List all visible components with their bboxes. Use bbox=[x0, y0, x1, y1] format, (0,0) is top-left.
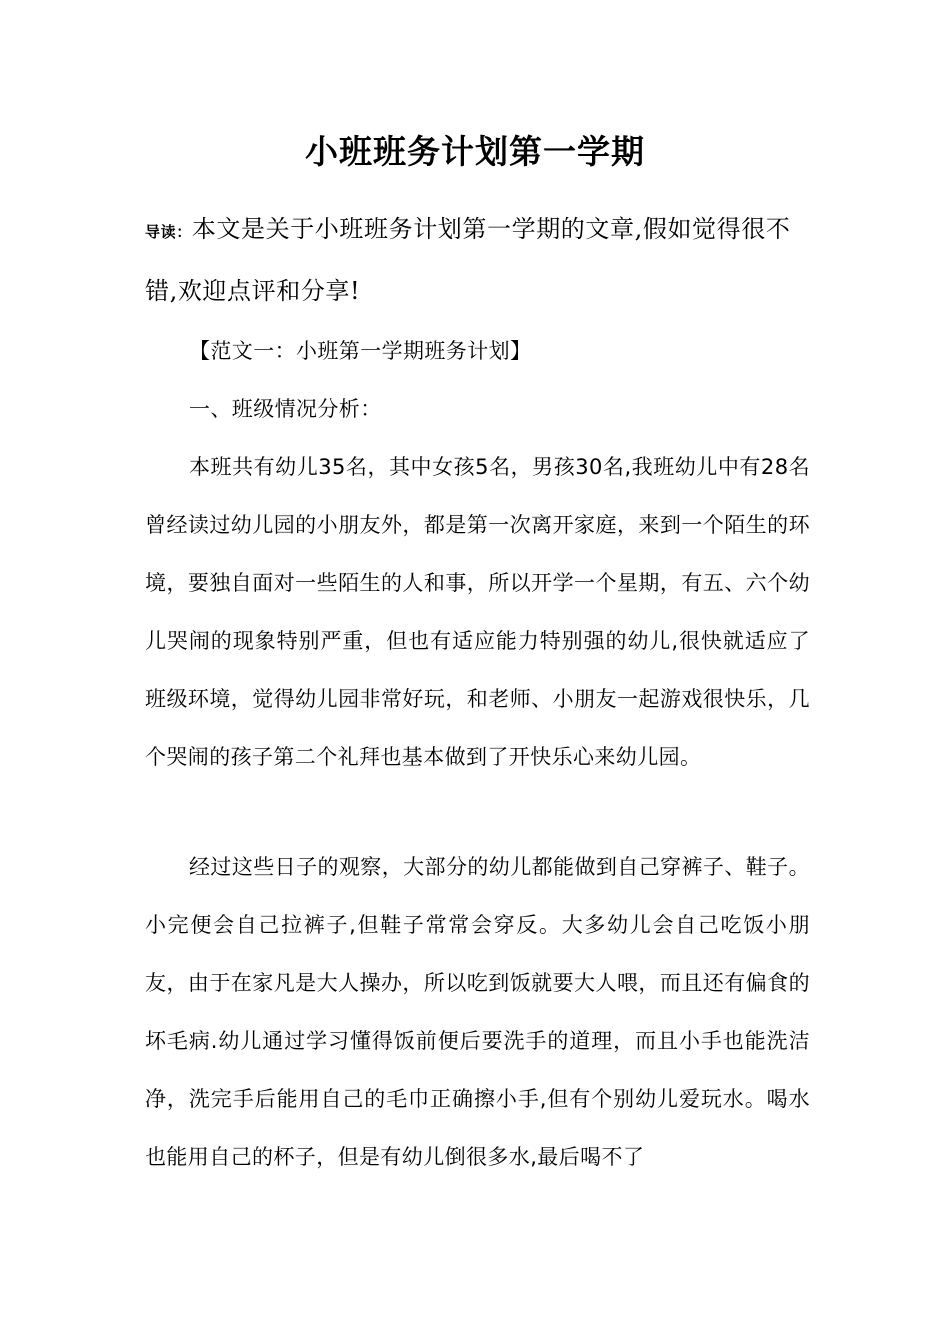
body-paragraph: 本班共有幼儿35名，其中女孩5名，男孩30名,我班幼儿中有28名曾经读过幼儿园的小朋友外，都是第一次离开家庭，来到一个陌生的环境，要独自面对一些陌生的人和事，所以开学一个星期，有五、六个幼儿哭闹的现象特别严重，但也有适应能力特别强的幼儿,很快就适应了班级环境，觉得幼儿园非常好玩，和老师、小朋友一起游戏很快乐，几个哭闹的孩子第二个礼拜也基本做到了开快乐心来幼儿园。 bbox=[145, 455, 810, 769]
lead-text: 本文是关于小班班务计划第一学期的文章,假如觉得很不错,欢迎点评和分享! bbox=[145, 215, 791, 305]
section-heading: 一、班级情况分析： bbox=[189, 397, 382, 421]
body-paragraph: 经过这些日子的观察，大部分的幼儿都能做到自己穿裤子、鞋子。小完便会自己拉裤子,但鞋子常常会穿反。大多幼儿会自己吃饭小朋友，由于在家凡是大人操办，所以吃到饭就要大人喂，而且还有偏食的坏毛病.幼儿通过学习懂得饭前便后要洗手的道理，而且小手也能洗洁净，洗完手后能用自己的毛巾正确擦小手,但有个别幼儿爱玩水。喝水也能用自己的杯子，但是有幼儿倒很多水,最后喝不了 bbox=[145, 855, 810, 1169]
lead-paragraph bbox=[145, 200, 810, 321]
lead-label: 导读： bbox=[145, 223, 192, 241]
document-title: 小班班务计划第一学期 bbox=[305, 132, 645, 171]
sample-heading: 【范文一：小班第一学期班务计划】 bbox=[189, 339, 532, 363]
